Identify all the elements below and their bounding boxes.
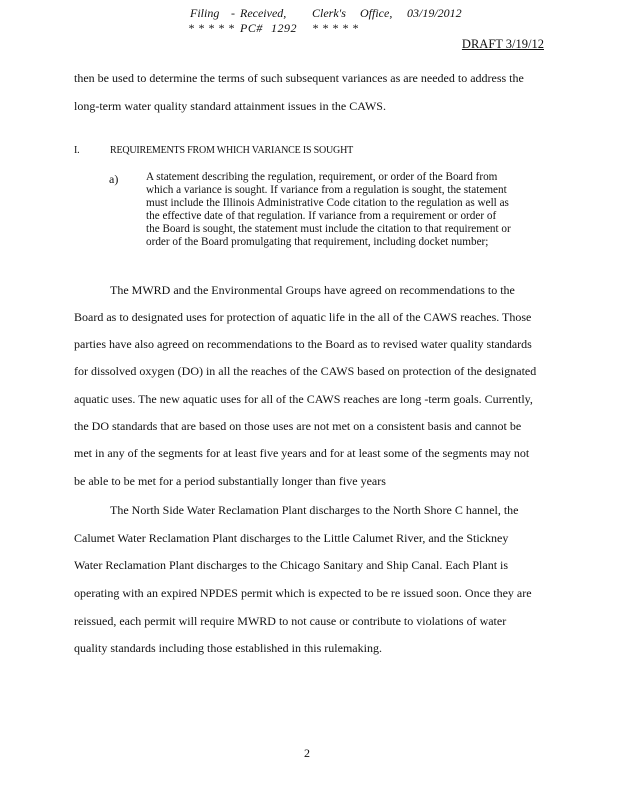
para3-line-3: Water Reclamation Plant discharges to the Chicago Sanitary and Ship Canal. Each Plant is bbox=[74, 558, 509, 572]
stamp-filing: Filing bbox=[190, 6, 220, 20]
item-a-line-3: must include the Illinois Administrative Code citation to the regulation as well as bbox=[146, 197, 509, 209]
stamp-date: 03/19/2012 bbox=[407, 6, 462, 20]
stamp-received: Received, bbox=[240, 6, 287, 20]
stamp-pc-number: 1292 bbox=[271, 21, 297, 35]
intro-line-2: long-term water quality standard attainment issues in the CAWS. bbox=[74, 99, 386, 113]
para2-line-5: aquatic uses. The new aquatic uses for all of the CAWS reaches are long -term goals. Currently, bbox=[74, 392, 533, 406]
para2-line-2: Board as to designated uses for protection of aquatic life in the all of the CAWS reaches. Those bbox=[74, 310, 532, 324]
para3-line-1: The North Side Water Reclamation Plant discharges to the North Shore C hannel, the bbox=[110, 503, 519, 517]
section-title: REQUIREMENTS FROM WHICH VARIANCE IS SOUGHT bbox=[110, 145, 354, 156]
item-a-line-6: order of the Board promulgating that requirement, including docket number; bbox=[146, 236, 489, 248]
para2-line-1: The MWRD and the Environmental Groups have agreed on recommendations to the bbox=[110, 283, 515, 297]
intro-line-1: then be used to determine the terms of such subsequent variances as are needed to address the bbox=[74, 71, 524, 85]
item-a-line-1: A statement describing the regulation, requirement, or order of the Board from bbox=[146, 171, 498, 183]
item-a-line-2: which a variance is sought. If variance from a regulation is sought, the statement bbox=[146, 184, 507, 196]
item-a-line-5: the Board is sought, the statement must include the citation to that requirement or bbox=[146, 223, 511, 235]
para3-line-5: reissued, each permit will require MWRD to not cause or contribute to violations of water bbox=[74, 614, 507, 628]
item-a-text bbox=[146, 171, 546, 249]
stamp-clerks: Clerk's bbox=[312, 6, 346, 20]
stamp-stars-left: * * * * * bbox=[188, 21, 235, 35]
item-a-line-4: the effective date of that regulation. If variance from a requirement or order of bbox=[146, 210, 497, 222]
para2-line-7: met in any of the segments for at least five years and for at least some of the segments may not bbox=[74, 446, 530, 460]
item-a-label: a) bbox=[109, 172, 119, 186]
para3-line-2: Calumet Water Reclamation Plant discharges to the Little Calumet River, and the Stickney bbox=[74, 531, 509, 545]
para2-line-3: parties have also agreed on recommendations to the Board as to revised water quality standards bbox=[74, 337, 532, 351]
para3-line-4: operating with an expired NPDES permit which is expected to be re issued soon. Once they are bbox=[74, 586, 532, 600]
draft-label: DRAFT 3/19/12 bbox=[461, 37, 544, 51]
para2-line-8: be able to be met for a period substantially longer than five years bbox=[74, 474, 386, 488]
stamp-pc-label: PC# bbox=[240, 21, 263, 35]
para2-line-6: the DO standards that are based on those uses are not met on a consistent basis and cannot be bbox=[74, 419, 522, 433]
para3-line-6: quality standards including those established in this rulemaking. bbox=[74, 641, 382, 655]
stamp-office: Office, bbox=[360, 6, 393, 20]
para2-line-4: for dissolved oxygen (DO) in all the reaches of the CAWS based on protection of the designated bbox=[74, 364, 537, 378]
section-numeral: I. bbox=[74, 145, 80, 156]
stamp-separator: - bbox=[231, 6, 235, 20]
page-number: 2 bbox=[304, 746, 310, 760]
stamp-stars-right: * * * * * bbox=[312, 21, 359, 35]
